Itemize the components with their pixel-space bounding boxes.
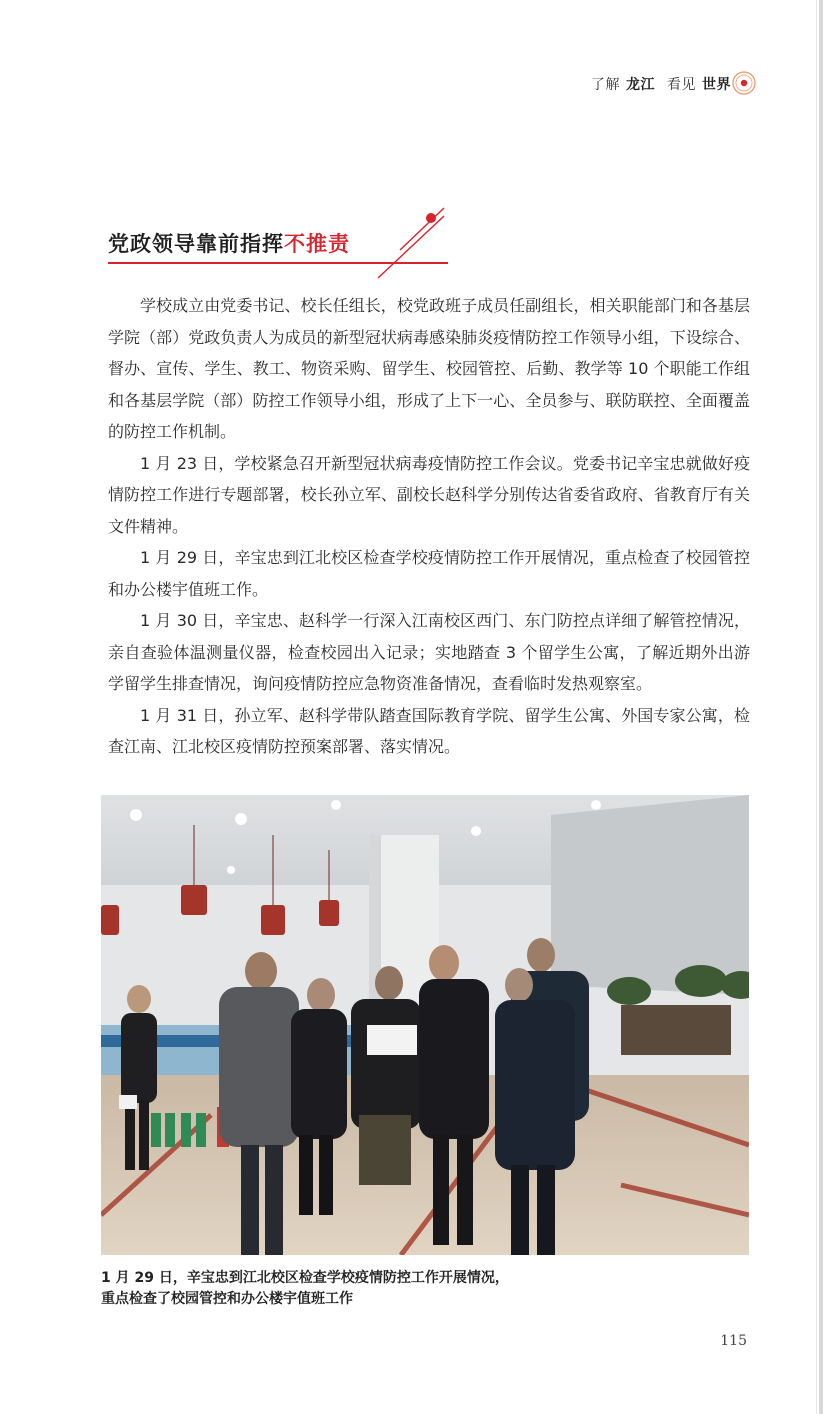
running-header	[591, 74, 731, 94]
paragraph: 1 月 30 日，辛宝忠、赵科学一行深入江南校区西门、东门防控点详细了解管控情况，亲自查验体温测量仪器，检查校园出入记录；实地踏查 3 个留学生公寓，了解近期外出游学留学生排查情况，询问疫情防控应急物资准备情况，查看临时发热观察室。	[108, 611, 750, 693]
paragraph: 学校成立由党委书记、校长任组长，校党政班子成员任副组长，相关职能部门和各基层学院（部）党政负责人为成员的新型冠状病毒感染肺炎疫情防控工作领导小组，下设综合、督办、宣传、学生、教工、物资采购、留学生、校园管控、后勤、教学等 10 个职能工作组和各基层学院（部）防控工作领导小组，形成了上下一心、全员参与、联防联控、全面覆盖的防控工作机制。	[108, 296, 750, 441]
photo-caption	[101, 1268, 509, 1310]
paragraph: 1 月 31 日，孙立军、赵科学带队踏查国际教育学院、留学生公寓、外国专家公寓，检查江南、江北校区疫情防控预案部署、落实情况。	[108, 705, 750, 756]
caption-line-2: 重点检查了校园管控和办公楼宇值班工作	[101, 1291, 353, 1307]
page-number: 115	[720, 1333, 747, 1349]
header-part2: 龙江	[626, 77, 655, 93]
photo-illustration	[101, 795, 749, 1255]
paragraph: 1 月 23 日，学校紧急召开新型冠状病毒疫情防控工作会议。党委书记辛宝忠就做好疫情防控工作进行专题部署，校长孙立军、副校长赵科学分别传达省委省政府、省教育厅有关文件精神。	[108, 453, 750, 536]
page-edge-line	[816, 0, 817, 1414]
header-part3: 看见	[667, 77, 696, 93]
header-part1: 了解	[591, 77, 620, 93]
section-title-accent: 不推责	[284, 232, 350, 256]
article-body	[108, 290, 750, 763]
paragraph: 1 月 29 日，辛宝忠到江北校区检查学校疫情防控工作开展情况，重点检查了校园管控和办公楼宇值班工作。	[108, 548, 750, 599]
header-part4: 世界	[702, 77, 731, 93]
section-title-main: 党政领导靠前指挥	[108, 232, 284, 256]
section-title	[108, 228, 350, 258]
page-edge	[819, 0, 823, 1414]
header-ring-icon	[729, 68, 759, 98]
caption-line-1: 1 月 29 日，辛宝忠到江北校区检查学校疫情防控工作开展情况，	[101, 1270, 509, 1286]
inspection-photo	[101, 795, 749, 1255]
title-decoration-icon	[370, 196, 460, 286]
